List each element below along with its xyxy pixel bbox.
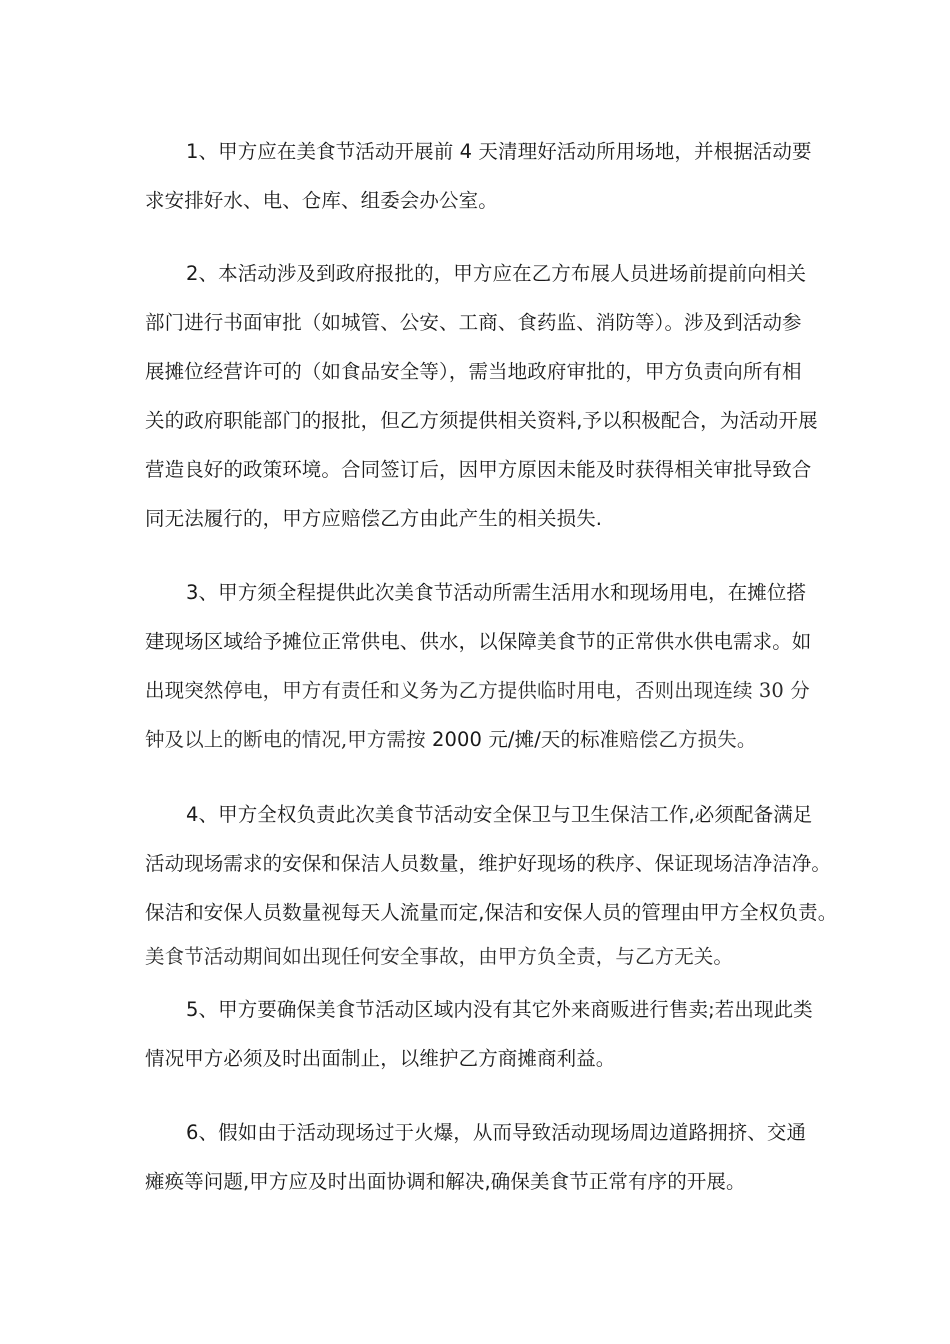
clause-3-line-2: 建现场区域给予摊位正常供电、供水，以保障美食节的正常供水供电需求。如 — [145, 630, 812, 653]
clause-2-line-4: 关的政府职能部门的报批，但乙方须提供相关资料,予以积极配合，为活动开展 — [145, 409, 818, 432]
clause-2-line-3: 展摊位经营许可的（如食品安全等），需当地政府审批的，甲方负责向所有相 — [145, 360, 802, 383]
clause-3-line-3 — [145, 666, 815, 715]
clause-3-line-4 — [145, 715, 815, 764]
clause-3-line-4-serif-b: 赔偿乙方损失。 — [619, 728, 757, 751]
clause-4-line-2: 活动现场需求的安保和保洁人员数量，维护好现场的秩序、保证现场洁净洁净。 — [145, 852, 832, 875]
clause-1 — [145, 127, 815, 225]
clause-5-line-2: 情况甲方必须及时出面制止，以维护乙方商摊商利益。 — [145, 1047, 616, 1070]
clause-2-line-2: 部门进行书面审批（如城管、公安、工商、食药监、消防等）。涉及到活动参 — [145, 311, 802, 334]
clause-4-line-1: 4、甲方全权负责此次美食节活动安全保卫与卫生保洁工作,必须配备满足 — [186, 803, 813, 826]
clause-3-line-3-sans: 出现突然 — [145, 679, 224, 702]
clause-2-line-5: 营造良好的政策环境。合同签订后，因甲方原因未能及时获得相关审批导致合 — [145, 458, 812, 481]
clause-6 — [145, 1108, 815, 1206]
clause-2 — [145, 249, 818, 543]
clause-1-line-1: 1、甲方应在美食节活动开展前 4 天清理好活动所用场地，并根据活动要 — [186, 140, 812, 163]
clause-2-line-6: 同无法履行的，甲方应赔偿乙方由此产生的相关损失. — [145, 507, 603, 530]
clause-3-line-3-serif: 停电，甲方有责任和义务为乙方提供临时用电，否则出现连续 30 分 — [223, 679, 810, 702]
clause-5 — [145, 985, 815, 1083]
clause-5-line-1: 5、甲方要确保美食节活动区域内没有其它外来商贩进行售卖;若出现此类 — [186, 998, 813, 1021]
clause-2-line-1: 2、本活动涉及到政府报批的，甲方应在乙方布展人员进场前提前向相关 — [186, 262, 807, 285]
clause-4 — [145, 790, 838, 977]
clause-3 — [145, 568, 815, 764]
clause-6-line-1: 6、假如由于活动现场过于火爆，从而导致活动现场周边道路拥挤、交通 — [186, 1121, 807, 1144]
clause-3-line-4-sans: 2000 元/摊/天的标准 — [432, 728, 620, 751]
clause-3-line-4-serif-a: 钟及以上的断电的情况,甲方需按 — [145, 728, 432, 751]
clause-6-line-2: 瘫痪等问题,甲方应及时出面协调和解决,确保美食节正常有序的开展。 — [145, 1170, 746, 1193]
clause-3-line-1: 3、甲方须全程提供此次美食节活动所需生活用水和现场用电，在摊位搭 — [186, 581, 807, 604]
clause-4-line-3: 保洁和安保人员数量视每天人流量而定,保洁和安保人员的管理由甲方全权负责。 — [145, 901, 838, 924]
clause-4-line-4: 美食节活动期间如出现任何安全事故，由甲方负全责，与乙方无关。 — [145, 945, 734, 968]
clause-1-line-2: 求安排好水、电、仓库、组委会办公室。 — [145, 189, 498, 212]
